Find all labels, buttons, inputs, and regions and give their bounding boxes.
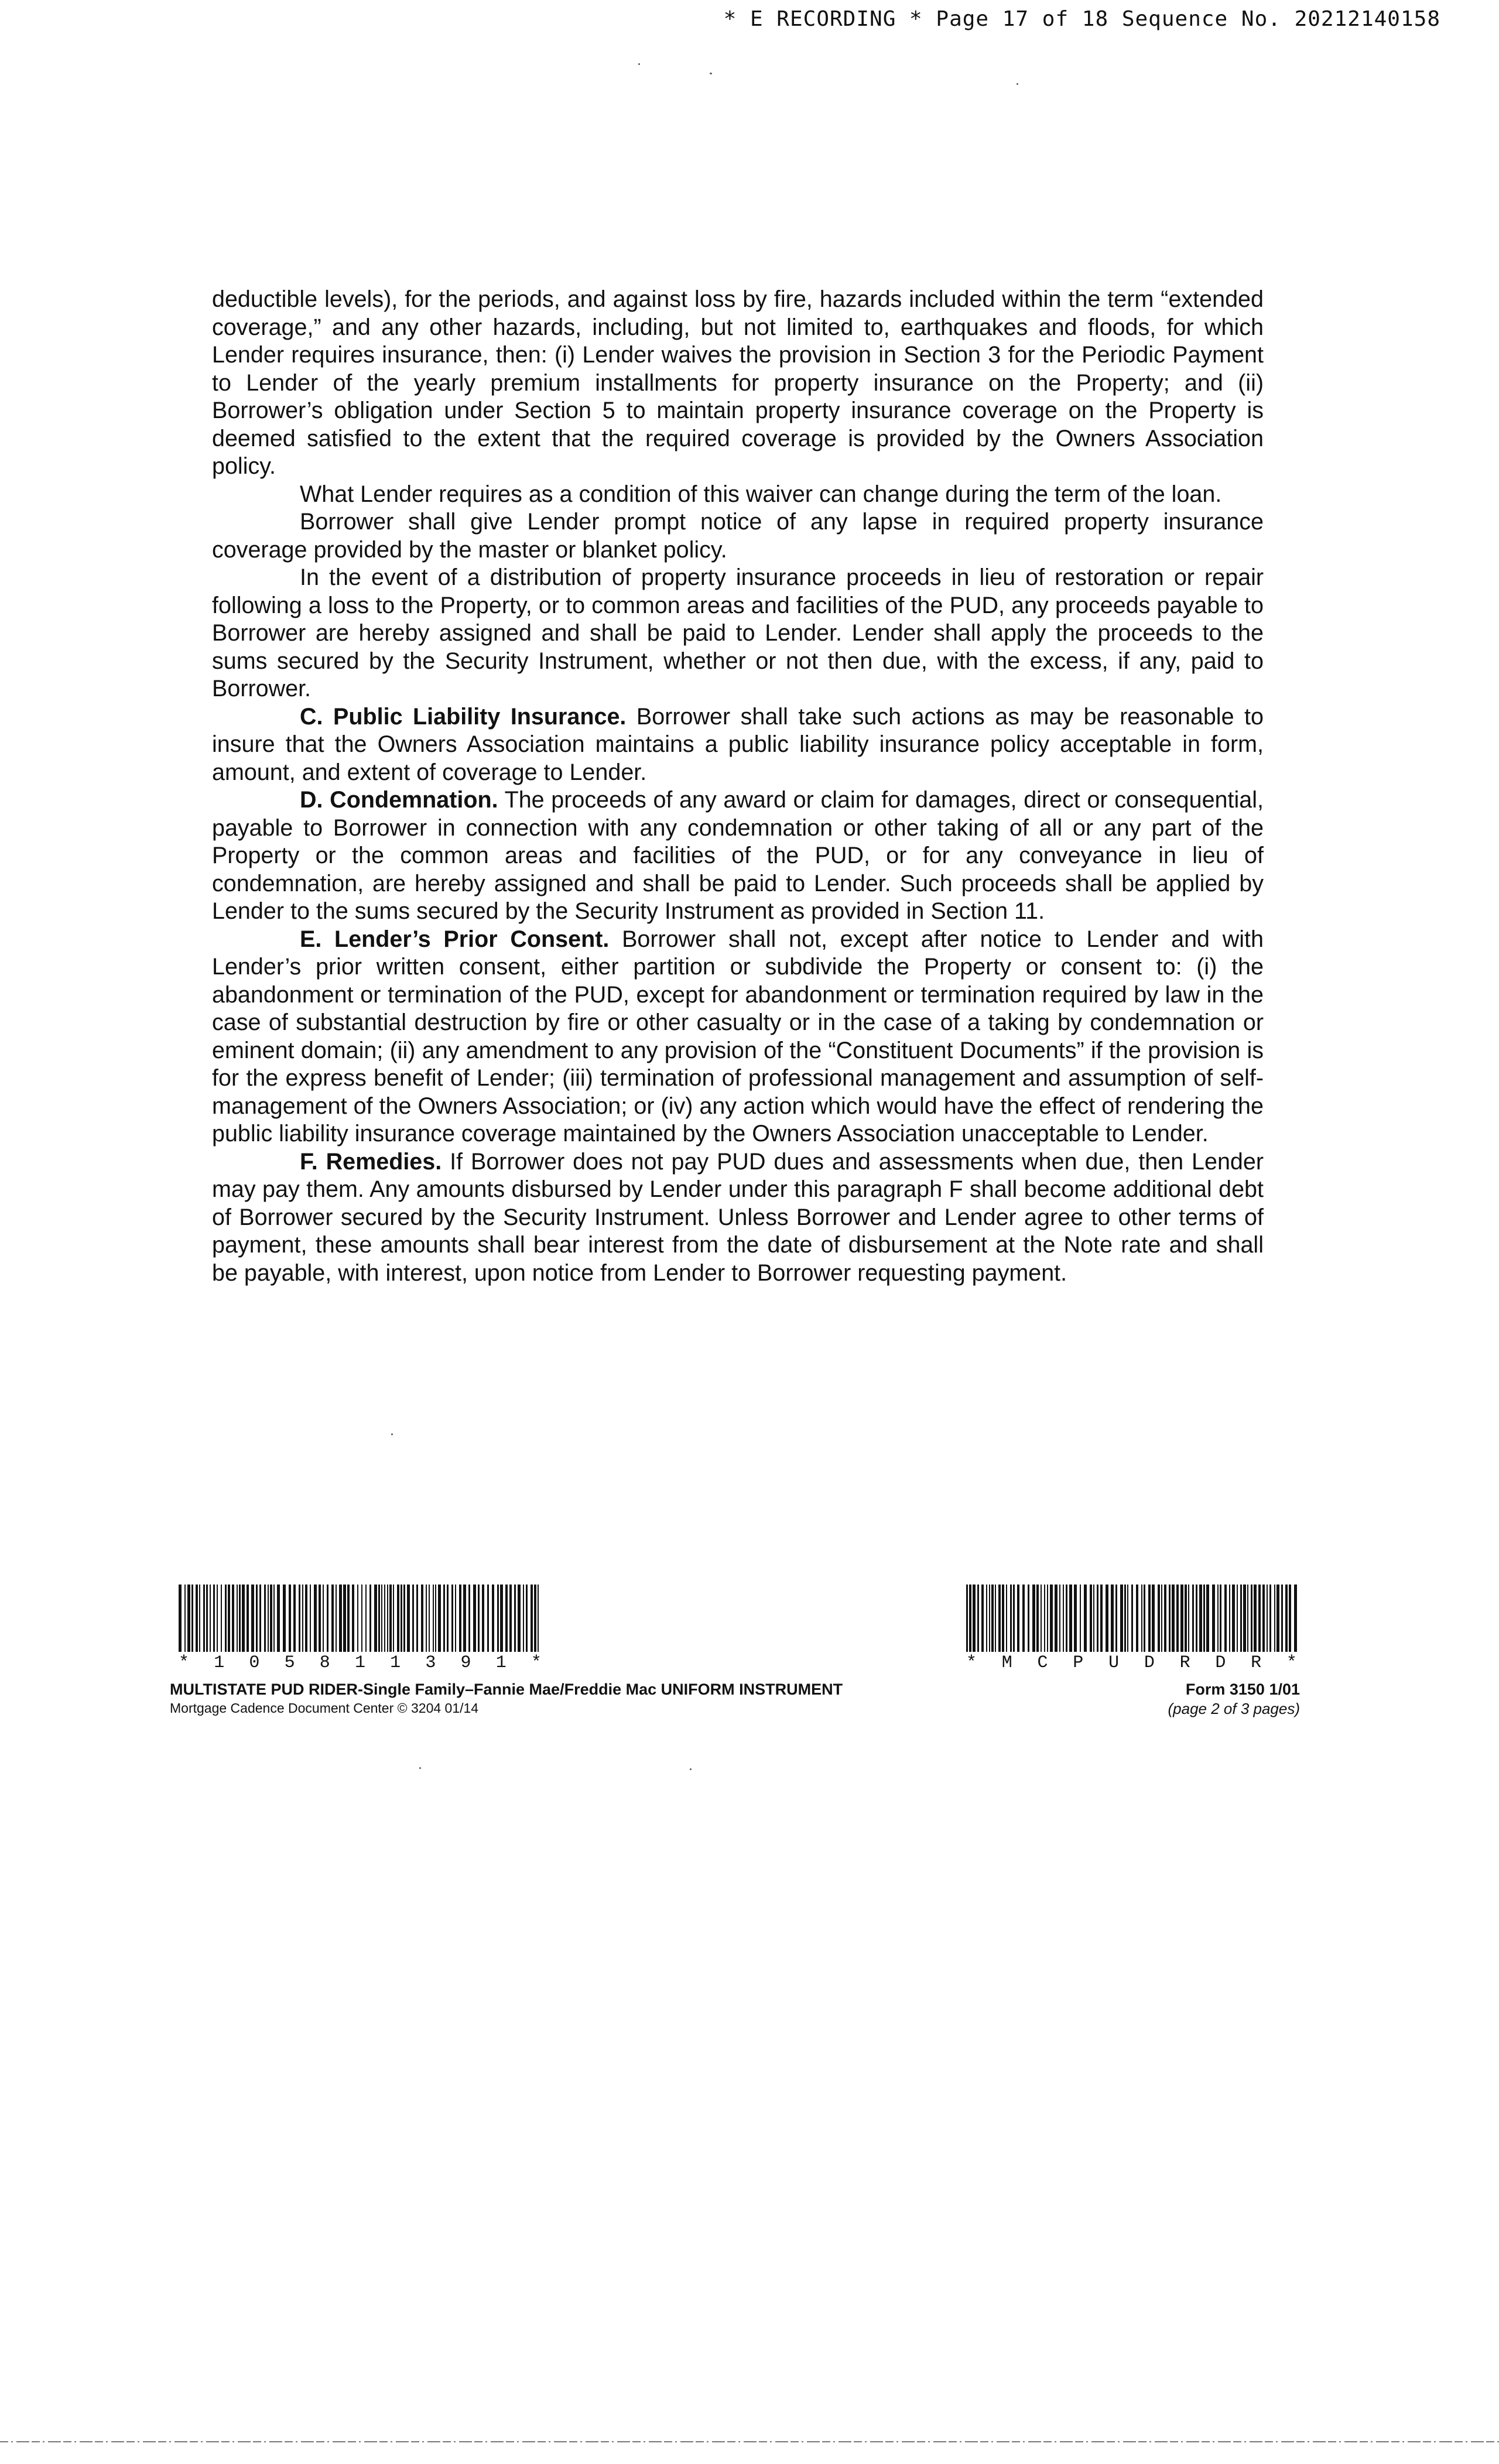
section-f bbox=[212, 1148, 1264, 1288]
barcode-bar bbox=[384, 1585, 385, 1652]
barcode-bar bbox=[435, 1585, 436, 1652]
barcode-bar bbox=[407, 1585, 410, 1652]
footer-form-number bbox=[1168, 1679, 1300, 1718]
barcode-bar bbox=[482, 1585, 484, 1652]
barcode-bar bbox=[187, 1585, 190, 1652]
barcode-bar bbox=[387, 1585, 388, 1652]
barcode-bar bbox=[1158, 1585, 1160, 1652]
barcode-bar bbox=[412, 1585, 414, 1652]
footer-form-title bbox=[170, 1679, 843, 1717]
barcode-bar bbox=[283, 1585, 286, 1652]
barcode-bar bbox=[1144, 1585, 1145, 1652]
barcode-bar bbox=[989, 1585, 990, 1652]
barcode-bar bbox=[518, 1585, 521, 1652]
barcode-bar bbox=[1032, 1585, 1035, 1652]
footer-page-count: (page 2 of 3 pages) bbox=[1168, 1700, 1300, 1717]
barcode-bar bbox=[352, 1585, 354, 1652]
barcode-char: * bbox=[179, 1653, 190, 1673]
barcode-bar bbox=[393, 1585, 394, 1652]
barcode-bar bbox=[1240, 1585, 1242, 1652]
barcode-bar bbox=[1269, 1585, 1271, 1652]
section-d-heading: D. Condemnation. bbox=[300, 787, 498, 813]
barcode-bar bbox=[1063, 1585, 1064, 1652]
footer-instrument-title: MULTISTATE PUD RIDER-Single Family–Fannie Mae/Freddie Mac UNIFORM INSTRUMENT bbox=[170, 1681, 843, 1698]
barcode-bar bbox=[981, 1585, 984, 1652]
barcode-bar bbox=[1041, 1585, 1042, 1652]
barcode-bar bbox=[210, 1585, 211, 1652]
barcode-char: D bbox=[1144, 1653, 1155, 1673]
barcode-char: D bbox=[1215, 1653, 1226, 1673]
barcode-bar bbox=[293, 1585, 296, 1652]
barcode-bar bbox=[1203, 1585, 1205, 1652]
barcode-bar bbox=[289, 1585, 291, 1652]
barcode-bar bbox=[247, 1585, 249, 1652]
barcode-bar bbox=[1196, 1585, 1197, 1652]
section-e-text: Borrower shall not, except after notice to Lender and with Lender’s prior written consent, either partition or subdivide the Property or consent to: (i) the abandonment or termination of the PUD, except for abandonment or termination required by law in the case of substantial destruction by fire or other casualty or in the case of a taking by condemnation or eminent domain; (ii) any amendment to any provision of the “Constituent Documents” if the provision is for the express benefit of Lender; (iii) termination of professional management and assumption of self-management of the Owners Association; or (iv) any action which would have the effect of rendering the public liability insurance coverage maintained by the Owners Association unacceptable to Lender. bbox=[212, 926, 1264, 1147]
barcode-bar bbox=[1047, 1585, 1048, 1652]
barcode-char: M bbox=[1001, 1653, 1012, 1673]
scan-speck bbox=[638, 63, 640, 65]
barcode-bar bbox=[1093, 1585, 1094, 1652]
barcode-bar bbox=[381, 1585, 382, 1652]
barcode-char: 1 bbox=[214, 1653, 225, 1673]
barcode-bar bbox=[302, 1585, 303, 1652]
barcode-bar bbox=[531, 1585, 533, 1652]
barcode-loan-number bbox=[179, 1585, 542, 1673]
barcode-bar bbox=[217, 1585, 218, 1652]
barcode-bar bbox=[343, 1585, 346, 1652]
barcode-bar bbox=[1188, 1585, 1189, 1652]
barcode-bar bbox=[213, 1585, 215, 1652]
barcode-bar bbox=[998, 1585, 1001, 1652]
barcode-bar bbox=[259, 1585, 261, 1652]
barcode-bar bbox=[1097, 1585, 1098, 1652]
barcode-bar bbox=[1258, 1585, 1261, 1652]
barcode-bar bbox=[416, 1585, 418, 1652]
barcode-bar bbox=[221, 1585, 222, 1652]
barcode-bar bbox=[451, 1585, 453, 1652]
barcode-bar bbox=[1127, 1585, 1128, 1652]
barcode-bar bbox=[1017, 1585, 1019, 1652]
barcode-char: 5 bbox=[284, 1653, 295, 1673]
barcode-bar bbox=[237, 1585, 238, 1652]
barcode-bar bbox=[1161, 1585, 1162, 1652]
barcode-bar bbox=[206, 1585, 208, 1652]
barcode-bar bbox=[995, 1585, 996, 1652]
barcode-bar bbox=[426, 1585, 427, 1652]
barcode-bar bbox=[397, 1585, 399, 1652]
barcode-bar bbox=[1172, 1585, 1175, 1652]
barcode-bar bbox=[339, 1585, 342, 1652]
barcode-bar bbox=[433, 1585, 434, 1652]
barcode-bar bbox=[179, 1585, 182, 1652]
section-f-heading: F. Remedies. bbox=[300, 1148, 442, 1175]
scan-edge-line bbox=[0, 2441, 1499, 2443]
barcode-bar bbox=[1115, 1585, 1117, 1652]
barcode-bar bbox=[1247, 1585, 1248, 1652]
barcode-bar bbox=[203, 1585, 205, 1652]
barcode-bar bbox=[973, 1585, 976, 1652]
barcode-bar bbox=[1124, 1585, 1126, 1652]
barcode-bar bbox=[251, 1585, 254, 1652]
barcode-bar bbox=[969, 1585, 971, 1652]
barcode-bar bbox=[314, 1585, 317, 1652]
barcode-right-bars bbox=[966, 1585, 1297, 1652]
barcode-bar bbox=[1006, 1585, 1007, 1652]
barcode-bar bbox=[1148, 1585, 1151, 1652]
barcode-bar bbox=[403, 1585, 405, 1652]
barcode-bar bbox=[1066, 1585, 1067, 1652]
barcode-bar bbox=[270, 1585, 272, 1652]
barcode-bar bbox=[184, 1585, 186, 1652]
barcode-bar bbox=[1199, 1585, 1202, 1652]
paragraph-coverage: deductible levels), for the periods, and against loss by fire, hazards included within the term “extended coverage,” and any other hazards, including, but not limited to, earthquakes and floods, for which Lender requires insurance, then: (i) Lender waives the provision in Section 3 for the Periodic Payment to Lender of the yearly premium installments for property insurance on the Property; and (ii) Borrower’s obligation under Section 5 to maintain property insurance coverage on the Property is deemed satisfied to the extent that the required coverage is provided by the Owners Association policy. bbox=[212, 286, 1264, 479]
barcode-bar bbox=[374, 1585, 377, 1652]
barcode-bar bbox=[429, 1585, 430, 1652]
barcode-bar bbox=[1212, 1585, 1215, 1652]
barcode-char: * bbox=[1286, 1653, 1297, 1673]
scan-speck bbox=[1017, 83, 1018, 85]
barcode-bar bbox=[225, 1585, 227, 1652]
paragraph-insurance-proceeds: In the event of a distribution of property insurance proceeds in lieu of restoration or repair following a loss to the Property, or to common areas and facilities of the PUD, any proceeds payable to Borrower are hereby assigned and shall be paid to Lender. Lender shall apply the proceeds to the sums secured by the Security Instrument, whether or not then due, with the excess, if any, paid to Borrower. bbox=[212, 564, 1264, 701]
barcode-bar bbox=[1013, 1585, 1015, 1652]
barcode-bar bbox=[438, 1585, 441, 1652]
barcode-bar bbox=[1164, 1585, 1166, 1652]
barcode-bar bbox=[1180, 1585, 1183, 1652]
barcode-bar bbox=[1131, 1585, 1133, 1652]
barcode-bar bbox=[1294, 1585, 1297, 1652]
section-c-text: Borrower shall take such actions as may be reasonable to insure that the Owners Association maintains a public liability insurance policy acceptable in form, amount, and extent of coverage to Lender. bbox=[212, 703, 1264, 785]
barcode-bar bbox=[327, 1585, 328, 1652]
barcode-char: 1 bbox=[390, 1653, 401, 1673]
section-d bbox=[212, 786, 1264, 926]
section-d-text: The proceeds of any award or claim for damages, direct or consequential, payable to Borrower in connection with any condemnation or other taking of all or any part of the Property or the common areas and facilities of the PUD, or for any conveyance in lieu of condemnation, are hereby assigned and shall be paid to Lender. Such proceeds shall be applied by Lender to the sums secured by the Security Instrument as provided in Section 11. bbox=[212, 787, 1264, 924]
barcode-bar bbox=[478, 1585, 480, 1652]
barcode-bar bbox=[1185, 1585, 1187, 1652]
barcode-bar bbox=[1069, 1585, 1072, 1652]
barcode-bar bbox=[443, 1585, 445, 1652]
barcode-bar bbox=[447, 1585, 449, 1652]
barcode-bar bbox=[1055, 1585, 1057, 1652]
barcode-bar bbox=[487, 1585, 489, 1652]
barcode-left-caption bbox=[179, 1653, 542, 1673]
barcode-bar bbox=[310, 1585, 311, 1652]
barcode-bar bbox=[1044, 1585, 1045, 1652]
barcode-bar bbox=[1074, 1585, 1077, 1652]
barcode-bar bbox=[1080, 1585, 1081, 1652]
barcode-bar bbox=[1141, 1585, 1142, 1652]
barcode-bar bbox=[500, 1585, 503, 1652]
section-e-heading: E. Lender’s Prior Consent. bbox=[300, 926, 610, 952]
barcode-bar bbox=[323, 1585, 324, 1652]
barcode-bar bbox=[1022, 1585, 1025, 1652]
barcode-bar bbox=[1267, 1585, 1268, 1652]
barcode-form-code bbox=[966, 1585, 1297, 1673]
barcode-bar bbox=[1169, 1585, 1171, 1652]
barcode-bar bbox=[514, 1585, 516, 1652]
barcode-bar bbox=[1028, 1585, 1029, 1652]
barcode-bar bbox=[526, 1585, 528, 1652]
barcode-bar bbox=[1059, 1585, 1060, 1652]
barcode-bar bbox=[1111, 1585, 1114, 1652]
scan-speck bbox=[391, 1433, 393, 1435]
barcode-bar bbox=[1176, 1585, 1179, 1652]
barcode-bar bbox=[468, 1585, 470, 1652]
barcode-bar bbox=[463, 1585, 466, 1652]
barcode-bar bbox=[256, 1585, 258, 1652]
barcode-bar bbox=[1100, 1585, 1103, 1652]
barcode-bar bbox=[459, 1585, 461, 1652]
scan-speck bbox=[419, 1767, 421, 1769]
barcode-bar bbox=[389, 1585, 392, 1652]
barcode-bar bbox=[1036, 1585, 1039, 1652]
barcode-bar bbox=[1224, 1585, 1227, 1652]
barcode-bar bbox=[273, 1585, 275, 1652]
barcode-bar bbox=[264, 1585, 266, 1652]
barcode-bar bbox=[1120, 1585, 1123, 1652]
barcode-bar bbox=[378, 1585, 380, 1652]
section-f-text: If Borrower does not pay PUD dues and assessments when due, then Lender may pay them. Any amounts disbursed by Lender under this paragraph F shall become additional debt of Borrower secured by the Security Instrument. Unless Borrower and Lender agree to other terms of payment, these amounts shall bear interest from the date of disbursement at the Note rate and shall be payable, with interest, upon notice from Lender to Borrower requesting payment. bbox=[212, 1148, 1264, 1286]
barcode-char: 1 bbox=[354, 1653, 365, 1673]
barcode-bar bbox=[1289, 1585, 1291, 1652]
barcode-bar bbox=[1084, 1585, 1087, 1652]
section-c-heading: C. Public Liability Insurance. bbox=[300, 703, 627, 730]
barcode-bar bbox=[369, 1585, 371, 1652]
barcode-bar bbox=[523, 1585, 524, 1652]
barcode-bar bbox=[401, 1585, 402, 1652]
barcode-bar bbox=[538, 1585, 539, 1652]
footer-form-id: Form 3150 1/01 bbox=[1185, 1681, 1300, 1698]
barcode-char: 1 bbox=[495, 1653, 506, 1673]
barcode-bar bbox=[196, 1585, 198, 1652]
barcode-bar bbox=[1010, 1585, 1012, 1652]
barcode-char: P bbox=[1073, 1653, 1084, 1673]
barcode-char: R bbox=[1179, 1653, 1190, 1673]
barcode-bar bbox=[505, 1585, 508, 1652]
paragraph-lapse-notice: Borrower shall give Lender prompt notice of any lapse in required property insurance coverage provided by the master or blanket policy. bbox=[212, 509, 1264, 563]
barcode-bar bbox=[1237, 1585, 1238, 1652]
barcode-bar bbox=[986, 1585, 987, 1652]
barcode-bar bbox=[1281, 1585, 1283, 1652]
barcode-char: C bbox=[1037, 1653, 1048, 1673]
barcode-bar bbox=[357, 1585, 358, 1652]
barcode-bar bbox=[277, 1585, 280, 1652]
barcode-bar bbox=[239, 1585, 241, 1652]
barcode-bar bbox=[1232, 1585, 1235, 1652]
barcode-bar bbox=[268, 1585, 269, 1652]
barcode-bar bbox=[1002, 1585, 1004, 1652]
barcode-bar bbox=[991, 1585, 994, 1652]
barcode-char: 0 bbox=[249, 1653, 260, 1673]
barcode-bar bbox=[1254, 1585, 1257, 1652]
barcode-bar bbox=[1274, 1585, 1275, 1652]
barcode-bar bbox=[492, 1585, 494, 1652]
barcode-bar bbox=[1050, 1585, 1053, 1652]
barcode-bar bbox=[1192, 1585, 1194, 1652]
barcode-bar bbox=[336, 1585, 337, 1652]
barcode-bar bbox=[1243, 1585, 1246, 1652]
barcode-bar bbox=[1251, 1585, 1252, 1652]
scan-speck bbox=[690, 1768, 692, 1770]
recording-header: * E RECORDING * Page 17 of 18 Sequence No. 20212140158 bbox=[723, 7, 1440, 31]
barcode-left-bars bbox=[179, 1585, 542, 1652]
barcode-bar bbox=[1106, 1585, 1108, 1652]
barcode-char: 9 bbox=[460, 1653, 471, 1673]
barcode-bar bbox=[534, 1585, 536, 1652]
barcode-char: 8 bbox=[319, 1653, 330, 1673]
footer-doc-center: Mortgage Cadence Document Center © 3204 01/14 bbox=[170, 1700, 479, 1716]
barcode-bar bbox=[305, 1585, 307, 1652]
section-e bbox=[212, 926, 1264, 1148]
barcode-char: * bbox=[966, 1653, 977, 1673]
barcode-bar bbox=[299, 1585, 300, 1652]
paragraph-waiver-condition: What Lender requires as a condition of this waiver can change during the term of the loan. bbox=[300, 481, 1222, 507]
barcode-bar bbox=[1276, 1585, 1279, 1652]
barcode-bar bbox=[199, 1585, 200, 1652]
barcode-bar bbox=[232, 1585, 234, 1652]
scan-speck bbox=[710, 73, 712, 74]
barcode-char: * bbox=[531, 1653, 542, 1673]
barcode-bar bbox=[1262, 1585, 1265, 1652]
barcode-bar bbox=[1090, 1585, 1092, 1652]
barcode-bar bbox=[1229, 1585, 1230, 1652]
barcode-bar bbox=[473, 1585, 476, 1652]
barcode-bar bbox=[365, 1585, 367, 1652]
barcode-bar bbox=[455, 1585, 456, 1652]
barcode-bar bbox=[228, 1585, 230, 1652]
barcode-right-caption bbox=[966, 1653, 1297, 1673]
barcode-char: 3 bbox=[425, 1653, 436, 1673]
barcode-bar bbox=[497, 1585, 499, 1652]
barcode-bar bbox=[421, 1585, 423, 1652]
barcode-char: U bbox=[1108, 1653, 1120, 1673]
barcode-bar bbox=[1152, 1585, 1155, 1652]
barcode-bar bbox=[1206, 1585, 1209, 1652]
barcode-char: R bbox=[1251, 1653, 1262, 1673]
section-c bbox=[212, 703, 1264, 787]
rider-body bbox=[212, 286, 1264, 1287]
barcode-bar bbox=[319, 1585, 321, 1652]
barcode-bar bbox=[1285, 1585, 1288, 1652]
barcode-bar bbox=[509, 1585, 512, 1652]
barcode-bar bbox=[242, 1585, 245, 1652]
barcode-bar bbox=[977, 1585, 979, 1652]
barcode-bar bbox=[1136, 1585, 1138, 1652]
barcode-bar bbox=[191, 1585, 193, 1652]
barcode-bar bbox=[1220, 1585, 1221, 1652]
barcode-bar bbox=[1217, 1585, 1219, 1652]
barcode-bar bbox=[347, 1585, 350, 1652]
barcode-bar bbox=[361, 1585, 362, 1652]
barcode-bar bbox=[331, 1585, 334, 1652]
barcode-bar bbox=[966, 1585, 968, 1652]
